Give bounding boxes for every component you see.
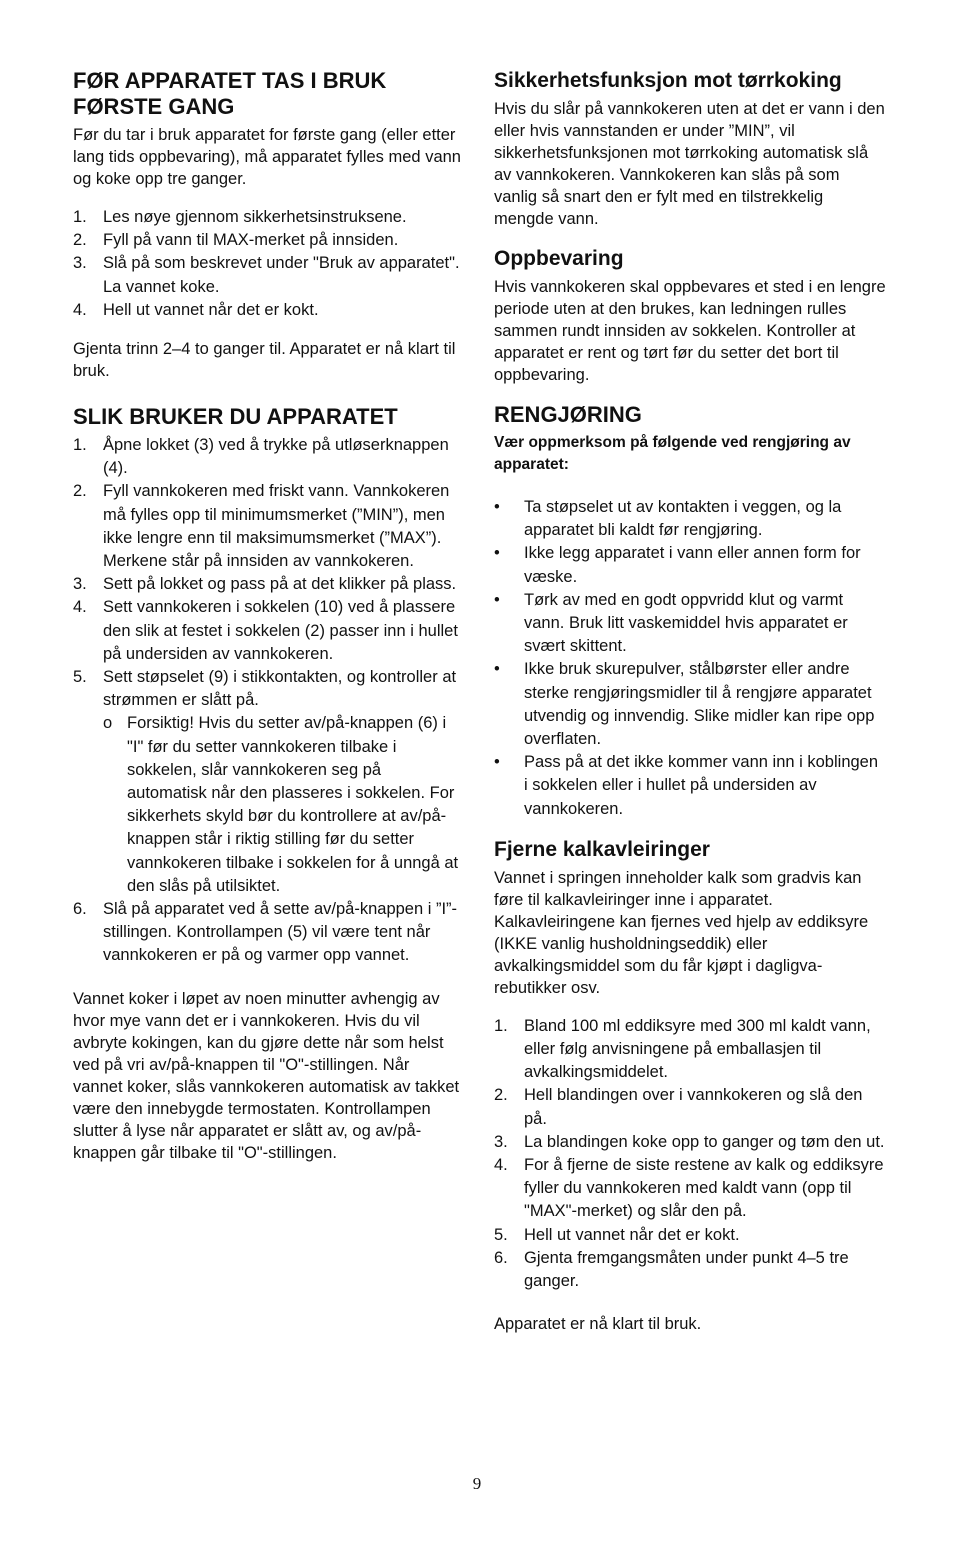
list-item: 1. Åpne lokket (3) ved å trykke på utløserknappen (4).: [73, 436, 449, 478]
list-item: 2. Fyll på vann til MAX-merket på innsiden.: [73, 231, 399, 250]
list-item: • Ikke legg apparatet i vann eller annen form for væske.: [494, 544, 861, 586]
list-item: 6. Slå på apparatet ved å sette av/på-knappen i ”I”-stillingen. Kontrollampen (5) vil være tent når vannkokeren er på og varmer opp vannet.: [73, 900, 458, 965]
section-heading-usage: SLIK BRUKER DU APPARATET: [73, 404, 398, 430]
section-heading-storage: Oppbevaring: [494, 247, 624, 270]
list-item: 2. Fyll vannkokeren med friskt vann. Vannkokeren må fylles opp til minimumsmerket (”MIN”), men ikke lengre enn til maksimumsmerket (”MAX”). Merkene står på innsiden av vannkokeren.: [73, 482, 450, 571]
cleaning-lead: Vær oppmerksom på følgende ved rengjøring av apparatet:: [494, 434, 851, 473]
list-item: 6. Gjenta fremgangsmåten under punkt 4–5 tre ganger.: [494, 1248, 849, 1291]
usage-steps: [73, 434, 463, 968]
list-item: 3. Sett på lokket og pass på at det klikker på plass.: [73, 575, 457, 594]
list-item: 5. Hell ut vannet når det er kokt.: [494, 1225, 740, 1244]
storage-text: Hvis vannkokeren skal oppbevares et sted i en lengre periode uten at den brukes, kan ledningen rulles sammen rundt innsiden av sokkelen. Kontroller at apparatet er rent og tørt før du setter det bort til oppbevaring.: [494, 278, 886, 384]
list-item: • Tørk av med en godt oppvridd klut og varmt vann. Bruk litt vaskemiddel hvis apparatet er svært skittent.: [494, 590, 848, 656]
descaling-steps: [494, 1015, 886, 1293]
descaling-intro: Vannet i springen inneholder kalk som gradvis kan føre til kalkavleiringer inne i apparatet. Kalkavleiringene kan fjernes ved hjelp av eddiksyre (IKKE vanlig husholdningseddik) eller avkalkingsmiddel som du får kjøpt i dagligvarebutikker osv.: [494, 868, 869, 997]
list-item: 1. Les nøye gjennom sikkerhetsinstruksene.: [73, 208, 407, 226]
list-item: 5. Sett støpselet (9) i stikkontakten, og kontroller at strømmen er slått på. o Forsiktig! Hvis du setter av/på-knappen (6) i "I" før du setter vannkokeren tilbake i sokkelen, slår vannkokeren seg på automatisk når den plasseres i sokkelen. For sikkerhets skyld bør du kontrollere at av/på-knappen står i riktig stilling før du setter vannkokeren tilbake i sokkelen for å unngå at den slås på utilsiktet.: [73, 666, 463, 898]
section-heading-dry-boil: Sikkerhetsfunksjon mot tørrkoking: [494, 69, 842, 92]
caution-sublist: [103, 712, 463, 898]
descaling-outro: Apparatet er nå klart til bruk.: [494, 1315, 702, 1334]
dry-boil-text: Hvis du slår på vannkokeren uten at det er vann i den eller hvis vannstanden er under ”MIN”, vil sikkerhetsfunksjonen mot tørrkoking automatisk slå av vannkokeren. Vannkokeren kan slås på som vanlig så snart den er fylt med en tilstrekkelig mengde vann.: [494, 100, 885, 228]
list-item: 4. For å fjerne de siste restene av kalk og eddiksyre fyller du vannkokeren med kaldt vann (opp til "MAX"-merket) og slår den på.: [494, 1156, 884, 1221]
list-item: 2. Hell blandingen over i vannkokeren og slå den på.: [494, 1086, 863, 1128]
first-use-intro: Før du tar i bruk apparatet for første gang (eller etter lang tids oppbevaring), må apparatet fylles med vann og koke opp tre ganger.: [73, 126, 461, 188]
left-column: [73, 68, 463, 1164]
cleaning-bullets: [494, 496, 886, 821]
section-heading-cleaning: RENGJØRING: [494, 402, 642, 427]
list-item: 3. Slå på som beskrevet under "Bruk av apparatet". La vannet koke.: [73, 254, 460, 296]
section-heading-descaling: Fjerne kalkavleiringer: [494, 837, 710, 861]
list-item: 1. Bland 100 ml eddiksyre med 300 ml kaldt vann, eller følg anvisningene på emballasjen til avkalkingsmiddelet.: [494, 1016, 871, 1082]
list-item: 4. Sett vannkokeren i sokkelen (10) ved å plassere den slik at festet i sokkelen (2) passer inn i hullet på undersiden av vannkokeren.: [73, 598, 458, 663]
list-item: • Ta støpselet ut av kontakten i veggen, og la apparatet bli kaldt før rengjøring.: [494, 498, 842, 540]
section-heading-first-use: FØR APPARATET TAS I BRUK FØRSTE GANG: [73, 68, 387, 119]
usage-outro: Vannet koker i løpet av noen minutter avhengig av hvor mye vann det er i vannkokeren. Hvis du vil avbryte kokingen, kan du gjøre dette når som helst ved på vri av/på-knappen til "O"-stillingen. Når vannet koker, slås vannkokeren automatisk av takket være den innebygde termostaten. Kontrollampen slutter å lyse når apparatet er slått av, og av/på-knappen går tilbake til "O"-stillingen.: [73, 989, 460, 1162]
caution-note: o Forsiktig! Hvis du setter av/på-knappen (6) i "I" før du setter vannkokeren tilbake i sokkelen, slår vannkokeren seg på automatisk når den plasseres i sokkelen. For sikkerhets skyld bør du kontrollere at av/på-knappen står i riktig stilling før du setter vannkokeren tilbake i sokkelen for å unngå at den slås på utilsiktet.: [103, 714, 459, 895]
first-use-outro: Gjenta trinn 2–4 to ganger til. Apparatet er nå klart til bruk.: [73, 340, 456, 381]
list-item: 4. Hell ut vannet når det er kokt.: [73, 300, 319, 319]
first-use-steps: [73, 206, 463, 322]
page-number: 9: [472, 1474, 482, 1493]
list-item: • Ikke bruk skurepulver, stålbørster eller andre sterke rengjøringsmidler til å rengjøre apparatet utvendig og innvendig. Slike midler kan ripe opp overflaten.: [494, 660, 875, 749]
list-item: 3. La blandingen koke opp to ganger og tøm den ut.: [494, 1132, 885, 1151]
right-column: [494, 68, 886, 1335]
list-item: • Pass på at det ikke kommer vann inn i koblingen i sokkelen eller i hullet på undersiden av vannkokeren.: [494, 753, 879, 818]
